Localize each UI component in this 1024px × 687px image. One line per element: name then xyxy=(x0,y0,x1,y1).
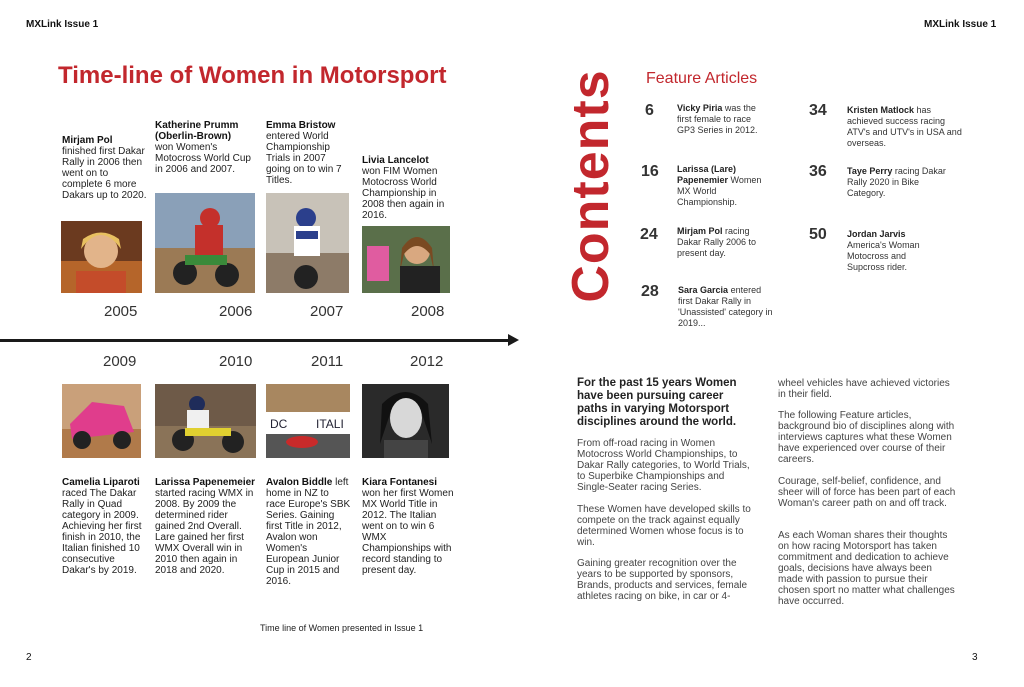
entry-desc: left home in NZ to race Europe's SBK Series. Gaining first Title in 2012, Avalon won Women's European Junior Cup in 2015 and 2016. xyxy=(266,477,351,587)
toc-item[interactable] xyxy=(677,164,772,208)
timeline-title: Time-line of Women in Motorsport xyxy=(58,62,447,89)
emma-bristow-photo xyxy=(266,193,349,293)
entry-desc: won FIM Women Motocross World Championship in 2008 then again in 2016. xyxy=(362,166,445,221)
toc-item-name: Mirjam Pol xyxy=(677,226,723,236)
toc-item-desc: racing Dakar Rally 2006 to present day. xyxy=(677,226,757,258)
entry-2012-text xyxy=(362,477,454,576)
avalon-biddle-photo xyxy=(266,384,350,458)
entry-desc: raced The Dakar Rally in Quad category in 2009. Achieving her first finish in 2010, the Italian finished 10 consecutive Dakar's by 2019. xyxy=(62,488,142,576)
toc-item-name: Sara Garcia xyxy=(678,285,729,295)
article-paragraph: Gaining greater recognition over the years to be supported by sponsors, Brands, products and services, female athletes racing on bike, in car or 4- xyxy=(577,558,748,602)
toc-item-desc: entered first Dakar Rally in 'Unassisted' category in 2019... xyxy=(678,285,773,328)
article-heading: For the past 15 years Women have been pursuing career paths in varying Motorsport disciplines around the world. xyxy=(577,377,737,428)
entry-name: Avalon Biddle xyxy=(266,477,333,488)
article-paragraph: From off-road racing in Women Motocross World Championships, to Dakar Rally categories, to World Trials, to Superbike Championships and Single-Seater racing Series. xyxy=(577,438,750,493)
page-number-left: 2 xyxy=(26,652,32,663)
timeline-caption: Time line of Women presented in Issue 1 xyxy=(260,623,424,633)
timeline-axis xyxy=(0,339,510,342)
entry-name: Mirjam Pol xyxy=(62,135,113,146)
entry-desc: started racing WMX in 2008. By 2009 the determined rider gained 2nd Overall. Lare gained her first WMX Overall win in 2010 then again in 2018 and 2020. xyxy=(155,488,254,576)
article-paragraph: Courage, self-belief, confidence, and sheer will of force has been part of each Woman's career path on and off track. xyxy=(778,476,956,509)
toc-item-name: Kristen Matlock xyxy=(847,105,915,115)
entry-desc: won her first Women MX World Title in 2012. The Italian went on to win 6 WMX Championships with record standing to present day. xyxy=(362,488,454,576)
contents-vertical-label: Contents xyxy=(562,69,620,303)
entry-2007-text xyxy=(266,120,346,186)
toc-item[interactable] xyxy=(678,285,778,329)
article-paragraph: The following Feature articles, background bio of disciplines along with interviews captures what these Women have experienced over course of their careers. xyxy=(778,410,955,465)
entry-name: Livia Lancelot xyxy=(362,155,429,166)
year-label: 2012 xyxy=(410,353,444,370)
entry-2010-text xyxy=(155,477,257,576)
toc-item-desc: Women MX World Championship. xyxy=(677,175,762,207)
entry-desc: won Women's Motocross World Cup in 2006 and 2007. xyxy=(155,142,251,175)
timeline-arrowhead xyxy=(508,334,519,346)
page-number-right: 3 xyxy=(972,652,978,663)
entry-name: Larissa Papenemeier xyxy=(155,477,256,488)
toc-page-number: 36 xyxy=(809,163,827,180)
issue-header-left: MXLink Issue 1 xyxy=(26,19,99,30)
entry-2011-text xyxy=(266,477,351,587)
toc-page-number: 6 xyxy=(645,102,654,119)
toc-item[interactable] xyxy=(847,105,962,149)
toc-page-number: 34 xyxy=(809,102,827,119)
katherine-prumm-photo xyxy=(155,193,255,293)
toc-item-name: Larissa (Lare) Papenemier xyxy=(677,164,737,185)
toc-item[interactable] xyxy=(677,226,772,259)
contents-title xyxy=(556,56,626,306)
entry-name: Emma Bristow xyxy=(266,120,336,131)
year-label: 2005 xyxy=(104,303,138,320)
article-paragraph: wheel vehicles have achieved victories in their field. xyxy=(778,378,950,400)
toc-page-number: 50 xyxy=(809,226,827,243)
article-paragraph: As each Woman shares their thoughts on how racing Motorsport has taken commitment and dedication to achieve goals, decisions have always been made with passion to pursue their chosen sport no matter what challenges have occurred. xyxy=(778,530,955,607)
year-label: 2009 xyxy=(103,353,137,370)
entry-name: Katherine Prumm (Oberlin-Brown) xyxy=(155,120,239,142)
year-label: 2008 xyxy=(411,303,445,320)
toc-item[interactable] xyxy=(677,103,767,136)
toc-item[interactable] xyxy=(847,166,947,199)
toc-page-number: 24 xyxy=(640,226,658,243)
issue-header-right: MXLink Issue 1 xyxy=(924,19,997,30)
year-label: 2007 xyxy=(310,303,344,320)
entry-2006-text xyxy=(155,120,255,175)
larissa-papenmeier-photo xyxy=(155,384,256,458)
year-label: 2010 xyxy=(219,353,253,370)
svg-text:ITALI: ITALI xyxy=(316,417,344,431)
toc-item-desc: was the first female to race GP3 Series in 2012. xyxy=(677,103,758,135)
feature-articles-title: Feature Articles xyxy=(646,70,758,87)
entry-desc: entered World Championship Trials in 2007 going on to win 7 Titles. xyxy=(266,131,342,186)
entry-name: Camelia Liparoti xyxy=(62,477,140,488)
entry-2008-text xyxy=(362,155,454,221)
entry-2009-text xyxy=(62,477,148,576)
toc-item-name: Taye Perry xyxy=(847,166,893,176)
entry-desc: finished first Dakar Rally in 2006 then went on to complete 6 more Dakars up to 2020. xyxy=(62,146,147,201)
year-label: 2011 xyxy=(311,353,344,370)
toc-page-number: 16 xyxy=(641,163,659,180)
kiara-fontanesi-photo xyxy=(362,384,449,458)
toc-item-desc: America's Woman Motocross and Supcross rider. xyxy=(847,240,920,272)
toc-item-name: Vicky Piria xyxy=(677,103,723,113)
toc-item-name: Jordan Jarvis xyxy=(847,229,906,239)
entry-name: Kiara Fontanesi xyxy=(362,477,438,488)
entry-2005-text xyxy=(62,135,148,201)
toc-item[interactable] xyxy=(847,229,942,273)
toc-item-desc: has achieved success racing ATV's and UTV's in USA and overseas. xyxy=(847,105,962,148)
svg-text:DC: DC xyxy=(270,417,288,431)
camelia-liparoti-photo xyxy=(62,384,141,458)
toc-page-number: 28 xyxy=(641,283,659,300)
year-label: 2006 xyxy=(219,303,253,320)
article-paragraph: These Women have developed skills to compete on the track against equally determined Women whose focus is to win. xyxy=(577,504,751,548)
toc-item-desc: racing Dakar Rally 2020 in Bike Category. xyxy=(847,166,946,198)
mirjam-pol-photo xyxy=(61,221,142,293)
livia-lancelot-photo xyxy=(362,226,450,293)
